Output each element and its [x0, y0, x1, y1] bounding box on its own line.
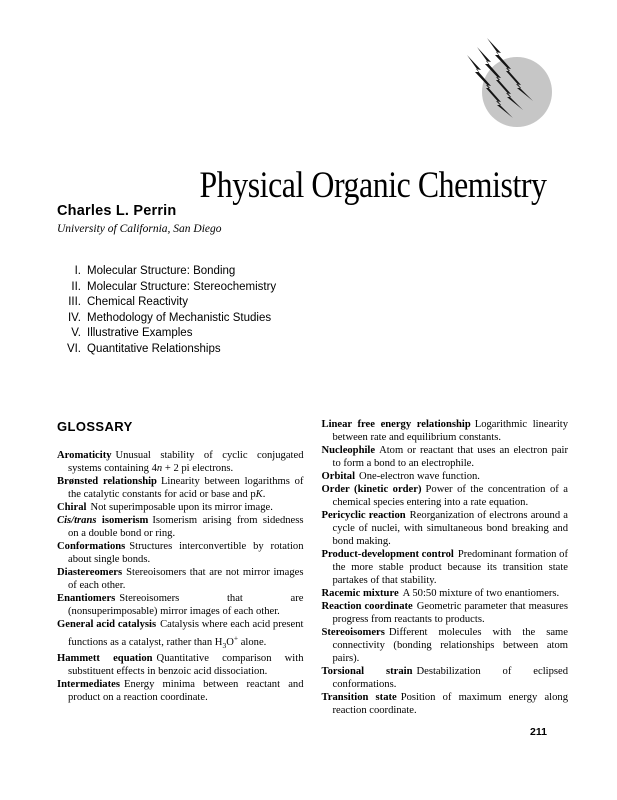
glossary-entry: [322, 509, 569, 548]
glossary-definition: Geometric parameter that measures progress from reactants to products.: [332, 601, 568, 625]
toc-label: Quantitative Relationships: [87, 342, 221, 355]
toc-item: [57, 326, 276, 342]
glossary-entry: [57, 540, 304, 566]
glossary-entry: [322, 587, 569, 600]
glossary-entry: [57, 652, 304, 678]
toc-numeral: IV.: [67, 311, 81, 324]
toc-item: [57, 295, 276, 311]
glossary-definition: Destabilization of eclipsed conformations.: [332, 666, 568, 690]
glossary-definition: Stereoisomers that are (nonsuperimposable) mirror images of each other.: [68, 593, 304, 617]
glossary-term: Chiral: [57, 502, 87, 513]
toc-item: [57, 264, 276, 280]
glossary-term: Torsional strain: [321, 666, 413, 677]
toc-label: Methodology of Mechanistic Studies: [87, 311, 272, 324]
glossary-entry: [322, 418, 569, 444]
toc-numeral: V.: [71, 327, 81, 340]
toc-numeral: I.: [74, 265, 81, 277]
glossary-definition: Unusual stability of cyclic conjugated systems containing 4n + 2 pi electrons.: [68, 450, 304, 474]
glossary-entry: [322, 483, 569, 509]
glossary-definition: Isomerism arising from sidedness on a double bond or ring.: [68, 515, 304, 539]
glossary-definition: Atom or reactant that uses an electron pair to form a bond to an electrophile.: [332, 445, 568, 469]
author-block: [57, 203, 222, 235]
toc-item: [57, 342, 276, 358]
glossary-term: Aromaticity: [57, 450, 112, 461]
glossary-definition: Different molecules with the same connectivity (bonding relationships between atom pairs).: [332, 627, 568, 664]
glossary-entry: [322, 548, 569, 587]
glossary-entry: [322, 444, 569, 470]
glossary-definition: Stereoisomers that are not mirror images of each other.: [68, 567, 304, 591]
toc-label: Molecular Structure: Bonding: [87, 265, 236, 277]
glossary-definition: Power of the concentration of a chemical species entering into a rate equation.: [332, 484, 568, 508]
glossary-definition: One-electron wave function.: [359, 471, 480, 482]
toc-label: Molecular Structure: Stereochemistry: [87, 280, 277, 293]
glossary-definition: Reorganization of electrons around a cycle of nuclei, with simultaneous bond breaking and bond making.: [332, 510, 568, 547]
glossary-term: Cis/trans isomerism: [57, 515, 149, 526]
toc-label: Chemical Reactivity: [87, 296, 188, 309]
glossary-entry: [57, 678, 304, 704]
logo-circle: [482, 57, 552, 127]
glossary-entry: [57, 501, 304, 514]
glossary-heading: GLOSSARY: [57, 419, 133, 434]
glossary-definition: Predominant formation of the more stable product because its transition state partakes of that stability.: [332, 549, 568, 586]
author-name: Charles L. Perrin: [57, 203, 177, 219]
glossary-term: Orbital: [321, 471, 356, 482]
glossary-term: Hammett equation: [57, 652, 153, 664]
glossary-definition: Not superimposable upon its mirror image.: [90, 502, 273, 513]
toc-label: Illustrative Examples: [87, 327, 193, 340]
glossary-definition: Position of maximum energy along reaction coordinate.: [332, 692, 568, 716]
glossary-term: Nucleophile: [321, 445, 376, 456]
glossary-entry: [322, 691, 569, 717]
glossary-entry: [57, 475, 304, 501]
glossary-entry: [322, 626, 569, 665]
author-affiliation: University of California, San Diego: [57, 223, 222, 235]
glossary-term: Stereoisomers: [321, 627, 385, 638]
glossary-entry: [322, 470, 569, 483]
glossary-term: Order (kinetic order): [321, 484, 422, 495]
glossary-entry: [322, 665, 569, 691]
glossary-term: Transition state: [321, 692, 397, 703]
glossary-section: [57, 418, 568, 717]
glossary-entry: [57, 514, 304, 540]
toc-item: [57, 311, 276, 327]
glossary-term: Conformations: [57, 541, 126, 552]
toc-numeral: III.: [68, 296, 81, 309]
glossary-left-column: [57, 418, 304, 717]
toc-numeral: II.: [71, 280, 81, 293]
glossary-entry: [322, 600, 569, 626]
glossary-term: Pericyclic reaction: [321, 510, 406, 521]
glossary-definition: Catalysis where each acid present functions as a catalyst, rather than $H_3O^+$ alone.: [68, 619, 304, 650]
glossary-definition: Structures interconvertible by rotation about single bonds.: [68, 541, 304, 565]
glossary-term: Enantiomers: [57, 593, 116, 604]
glossary-entry: [57, 592, 304, 618]
glossary-definition: Logarithmic linearity between rate and equilibrium constants.: [332, 419, 569, 443]
glossary-definition: A 50:50 mixture of two enantiomers.: [402, 588, 560, 599]
glossary-term: Linear free energy relationship: [321, 419, 471, 430]
table-of-contents: [57, 264, 276, 358]
glossary-entry: [57, 566, 304, 592]
glossary-term: Racemic mixture: [321, 588, 399, 599]
glossary-entry: [57, 449, 304, 475]
glossary-term: General acid catalysis: [57, 619, 157, 630]
toc-numeral: VI.: [66, 342, 81, 355]
page-number: 211: [530, 726, 547, 738]
glossary-term: Intermediates: [57, 678, 120, 690]
toc-item: [57, 280, 276, 296]
glossary-definition: Quantitative comparison with substituent effects in benzoic acid dissociation.: [68, 652, 304, 677]
glossary-term: Diastereomers: [57, 567, 123, 578]
page-title: Physical Organic Chemistry: [199, 164, 547, 206]
glossary-term: Brønsted relationship: [57, 476, 157, 487]
glossary-entry: [57, 618, 304, 652]
glossary-definition: Linearity between logarithms of the catalytic constants for acid or base and pK.: [68, 476, 304, 500]
lightning-bolts-circle-logo: [440, 20, 600, 140]
glossary-term: Product-development control: [321, 549, 454, 560]
glossary-definition: Energy minima between reactant and product on a reaction coordinate.: [68, 678, 304, 703]
glossary-right-column: [322, 418, 569, 717]
glossary-term: Reaction coordinate: [321, 601, 413, 612]
